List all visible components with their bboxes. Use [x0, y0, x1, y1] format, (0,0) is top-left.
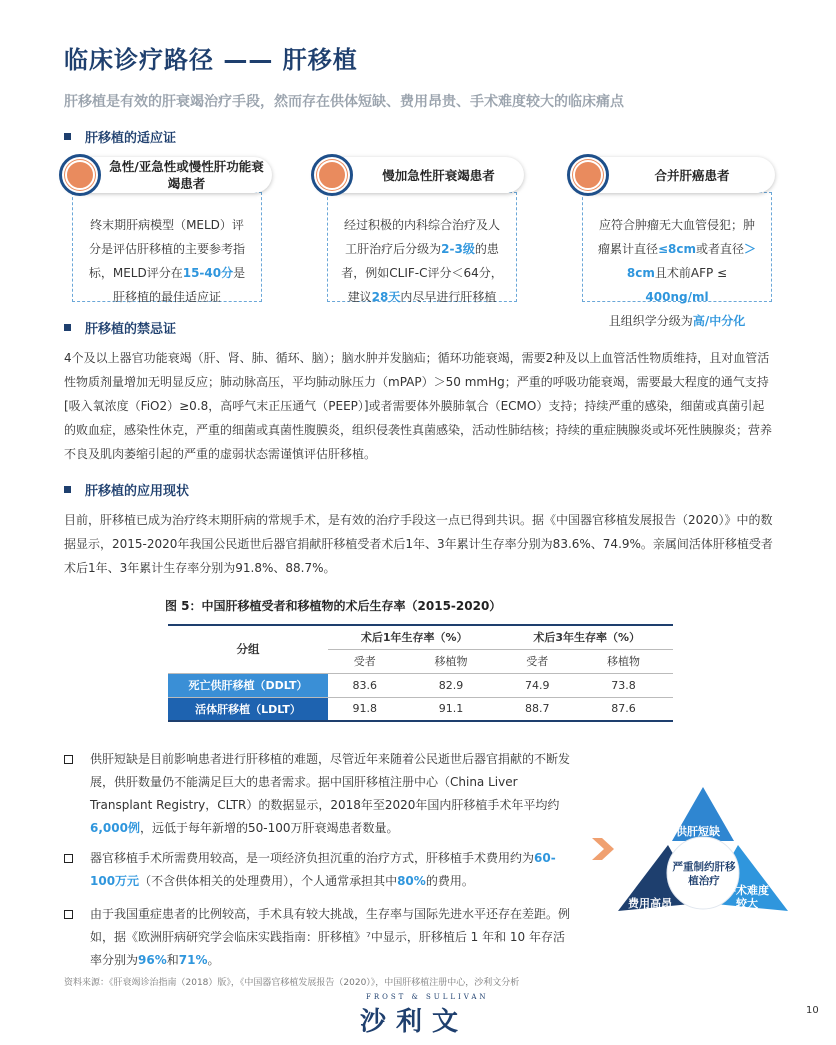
- bullet-item-2: [64, 847, 574, 893]
- card-text: 且组织学分级为: [608, 314, 693, 328]
- table-cell: 83.6: [328, 673, 401, 697]
- table-caption: 图 5：中国肝移植受者和移植物的术后生存率（2015-2020）: [165, 599, 502, 613]
- card-highlight: 15-40分: [182, 266, 234, 280]
- card-text: 终末期肝病模型（MELD）评分是评估肝移植的主要参考指标，MELD评分在: [88, 218, 245, 280]
- bullet-highlight: 80%: [397, 874, 426, 888]
- indication-header-3: [570, 157, 775, 193]
- table-row: [168, 673, 673, 697]
- liver-icon: [59, 154, 101, 196]
- bullet-highlight: 6,000例: [90, 821, 140, 835]
- table-sub-header: 受者: [328, 649, 401, 673]
- bullet-text: 供肝短缺是目前影响患者进行肝移植的难题，尽管近年来随着公民逝世后器官捐献的不断发展，供肝数量仍不能满足巨大的患者需求。据中国肝移植注册中心（China Liver Transplant Registry，CLTR）的数据显示，2018年至2020年国内肝移植手术年平均约: [90, 752, 571, 812]
- table-row-label: 死亡供肝移植（DDLT）: [168, 673, 328, 697]
- patient-icon: [311, 154, 353, 196]
- card-text: 且术前AFP ≤: [654, 266, 728, 280]
- logo: 沙利文: [360, 1007, 469, 1037]
- bullet-item-3: [64, 903, 574, 972]
- section-heading-text: 肝移植的适应证: [85, 131, 177, 146]
- cancer-cell-icon: [567, 154, 609, 196]
- card-text: 是肝移植的最佳适应证: [112, 266, 246, 304]
- diagram-right-label: 手术难度较大: [725, 884, 769, 910]
- diagram-top-label: 供肝短缺: [676, 825, 720, 838]
- table-row-label: 活体肝移植（LDLT）: [168, 697, 328, 721]
- table-cell: 74.9: [500, 673, 573, 697]
- page-title: 临床诊疗路径 —— 肝移植: [64, 46, 358, 74]
- survival-table: [168, 624, 673, 722]
- bullet-text: 和: [166, 953, 179, 967]
- table-sub-header: 受者: [500, 649, 573, 673]
- card-highlight: 400ng/ml: [645, 290, 709, 304]
- indication-title: 慢加急性肝衰竭患者: [382, 167, 495, 183]
- table-cell: 91.8: [352, 702, 377, 716]
- card-text: 经过积极的内科综合治疗及人工肝治疗后分级为: [343, 218, 500, 256]
- table-col-group: 术后3年生存率（%）: [500, 625, 673, 649]
- card-highlight: ≤8cm: [657, 242, 696, 256]
- logo-tagline: FROST & SULLIVAN: [366, 993, 489, 1001]
- indication-header-2: [314, 157, 524, 193]
- section-heading-indications: [64, 127, 176, 146]
- card-highlight: 2-3级: [441, 242, 475, 256]
- card-highlight: 高/中分化: [692, 314, 746, 328]
- section-heading-contraindications: [64, 318, 176, 337]
- card-highlight: 28天: [371, 290, 401, 304]
- status-paragraph: 目前，肝移植已成为治疗终末期肝病的常规手术，是有效的治疗手段这一点已得到共识。据《中国器官移植发展报告（2020）》中的数据显示，2015-2020年我国公民逝世后器官捐献肝移植受者术后1年、3年累计生存率分别为83.6%、74.9%。亲属间活体肝移植受者术后1年、3年累计生存率分别为91.8%、88.7%。: [64, 513, 773, 575]
- square-bullet-icon: [64, 755, 73, 764]
- indication-card-1: [72, 192, 262, 302]
- bullet-text: ，远低于每年新增的50-100万肝衰竭患者数量。: [139, 821, 399, 835]
- bullet-item-1: [64, 748, 574, 840]
- bullet-text: （不含供体相关的处理费用），个人通常承担其中: [139, 874, 398, 888]
- table-cell: 88.7: [524, 702, 550, 716]
- table-cell: 87.6: [611, 702, 636, 716]
- section-heading-text: 肝移植的禁忌证: [85, 322, 177, 337]
- indication-card-3: [582, 192, 772, 328]
- card-highlight: ＞8cm: [626, 242, 757, 280]
- bullet-highlight: 60-100万元: [90, 851, 556, 888]
- section-heading-text: 肝移植的应用现状: [85, 484, 190, 499]
- section-bullet: [64, 133, 71, 140]
- square-bullet-icon: [64, 910, 73, 919]
- square-bullet-icon: [64, 854, 73, 863]
- section-bullet: [64, 486, 71, 493]
- page-subtitle: 肝移植是有效的肝衰竭治疗手段，然而存在供体短缺、费用昂贵、手术难度较大的临床痛点: [64, 94, 624, 110]
- table-group-header: 分组: [168, 625, 328, 673]
- table-sub-header: 移植物: [401, 649, 500, 673]
- bullet-text: 。: [207, 953, 220, 967]
- bullet-highlight: 96%: [138, 953, 167, 967]
- table-cell: 82.9: [401, 673, 500, 697]
- indication-header-1: [62, 157, 272, 193]
- indication-card-2: [327, 192, 517, 302]
- indication-title: 急性/亚急性或慢性肝功能衰竭患者: [109, 159, 264, 191]
- bullet-text: 器官移植手术所需费用较高，是一项经济负担沉重的治疗方式，肝移植手术费用约为: [90, 851, 535, 865]
- card-text: 应符合肿瘤无大血管侵犯；肿瘤累计直径: [597, 218, 755, 256]
- diagram-left-label: 费用高昂: [628, 897, 672, 910]
- indication-title: 合并肝癌患者: [654, 167, 730, 183]
- card-text: 的患者，例如CLIF-C评分＜64分，建议: [341, 242, 503, 304]
- table-cell: 91.1: [438, 702, 464, 716]
- bullet-highlight: 71%: [178, 953, 208, 967]
- source-note: 资料来源：《肝衰竭诊治指南（2018）版》，《中国器官移植发展报告（2020）》，中国肝移植注册中心，沙利文分析: [64, 978, 520, 988]
- table-row: [168, 697, 673, 721]
- table-sub-header: 移植物: [574, 649, 673, 673]
- section-bullet: [64, 324, 71, 331]
- bullet-text: 由于我国重症患者的比例较高，手术具有较大挑战，生存率与国际先进水平还存在差距。例如，据《欧洲肝病研究学会临床实践指南：肝移植》⁷中显示，肝移植后 1 年和 10 年存活率分别为: [90, 907, 571, 967]
- card-text: 内尽早进行肝移植: [400, 290, 497, 304]
- bullet-text: 的费用。: [425, 874, 474, 888]
- diagram-center-label: 严重制约肝移植治疗: [672, 861, 736, 887]
- table-cell: 73.8: [574, 673, 673, 697]
- card-text: 或者直径: [696, 242, 745, 256]
- contraindications-paragraph: 4个及以上器官功能衰竭（肝、肾、肺、循环、脑）；脑水肿并发脑疝；循环功能衰竭，需要2种及以上血管活性物质维持，且对血管活性物质剂量增加无明显反应；肺动脉高压，平均肺动脉压力（mPAP）＞50 mmHg；严重的呼吸功能衰竭，需要最大程度的通气支持[吸入氧浓度（FiO2）≥0.8，高呼气末正压通气（PEEP）]或者需要体外膜肺氧合（ECMO）支持；持续严重的感染，细菌或真菌引起的败血症，感染性休克，严重的细菌或真菌性腹膜炎，组织侵袭性真菌感染，活动性肺结核；持续的重症胰腺炎或坏死性胰腺炎；营养不良及肌肉萎缩引起的严重的虚弱状态需谨慎评估肝移植。: [64, 351, 773, 461]
- section-heading-status: [64, 480, 189, 499]
- page-number: 10: [806, 1005, 819, 1016]
- table-col-group: 术后1年生存率（%）: [328, 625, 500, 649]
